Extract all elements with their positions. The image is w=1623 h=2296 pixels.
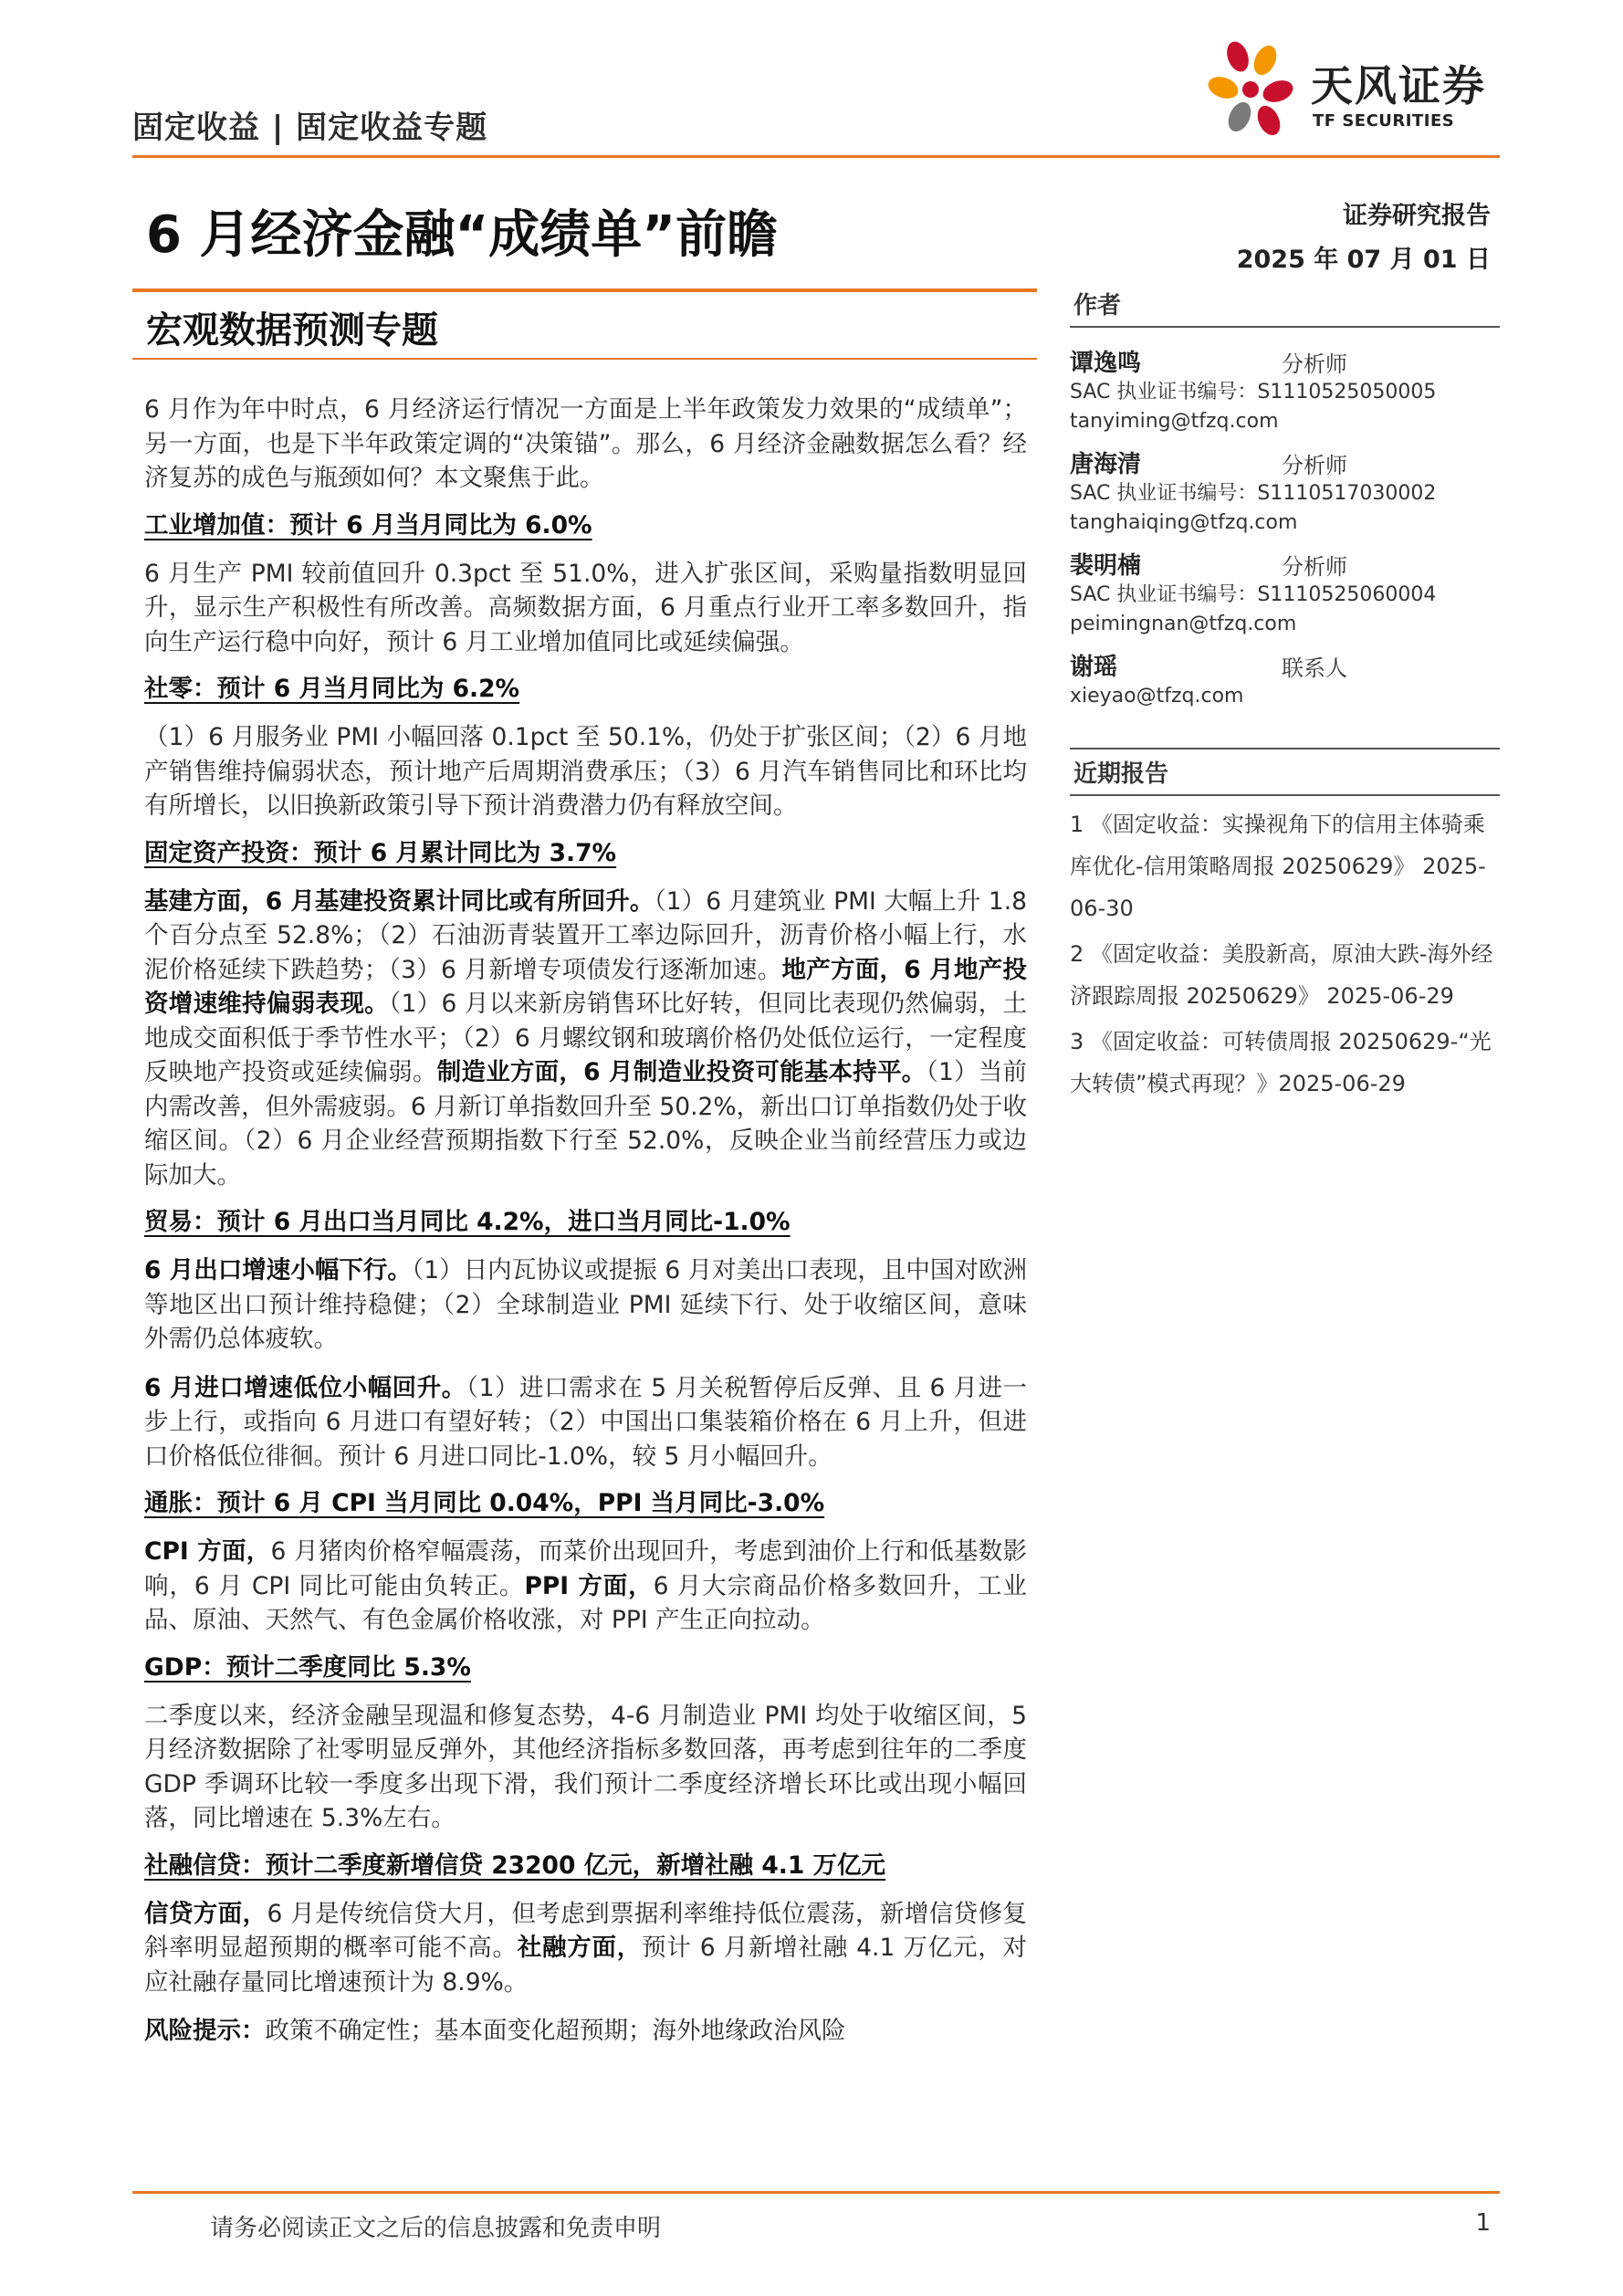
section-heading-gdp: GDP：预计二季度同比 5.3% [144,1652,471,1682]
section-tag: 固定收益 | 固定收益专题 [132,110,488,146]
page-number: 1 [1475,2209,1491,2237]
report-date: 2025 年 07 月 01 日 [1236,246,1491,274]
author-name: 谭逸鸣 [1070,350,1142,377]
footer-divider [132,2191,1500,2194]
sidebar [1070,281,1500,1105]
report-title: 6 月经济金融“成绩单”前瞻 [146,205,779,265]
trade-import-lead: 6 月进口增速低位小幅回升。 [144,1373,466,1402]
author-card [1070,648,1500,711]
section-heading-retail: 社零：预计 6 月当月同比为 6.2% [144,675,520,703]
logo-mark-icon [1203,37,1304,146]
section-heading-industry: 工业增加值：预计 6 月当月同比为 6.0% [144,510,592,540]
retail-paragraph: （1）6 月服务业 PMI 小幅回落 0.1pct 至 50.1%，仍处于扩张区间；（2）6 月地产销售维持偏弱状态，预计地产后周期消费承压；（3）6 月汽车销售同比和环比均有所增长，以旧换新政策引导下预计消费潜力仍有释放空间。 [144,723,1027,820]
fai-manufacturing-text: （1）当前内需改善，但外需疲弱。6 月新订单指数回升至 50.2%，新出口订单指数仍处于收缩区间。（2）6 月企业经营预期指数下行至 52.0%，反映企业当前经营压力或边际加大。 [144,1058,1027,1190]
section-heading-credit: 社融信贷：预计二季度新增信贷 23200 亿元，新增社融 4.1 万亿元 [144,1850,886,1880]
recent-report-item[interactable]: 3 《固定收益：可转债周报 20250629-“光大转债”模式再现？》2025-06-29 [1070,1029,1492,1096]
report-body [144,393,1027,2049]
author-role: 联系人 [1282,655,1347,681]
author-name: 裴明楠 [1070,552,1142,580]
header-divider [132,155,1500,158]
title-divider [132,288,1037,292]
author-name: 谢瑶 [1070,654,1118,681]
ppi-text: 6 月大宗商品价格多数回升，工业品、原油、天然气、有色金属价格收涨，对 PPI 产生正向拉动。 [144,1571,1027,1634]
credit-lead: 信贷方面， [144,1899,267,1928]
fai-infra-text: （1）6 月建筑业 PMI 大幅上升 1.8 个百分点至 52.8%；（2）石油沥青装置开工率边际回升，沥青价格小幅上行，水泥价格延续下跌趋势；（3）6 月新增专项债发行逐渐加速。 [144,886,1028,984]
author-cert: SAC 执业证书编号：S1110525050005 [1070,381,1437,404]
section-heading-trade: 贸易：预计 6 月出口当月同比 4.2%，进口当月同比-1.0% [144,1208,791,1236]
report-type: 证券研究报告 [1343,202,1491,230]
author-card [1070,547,1500,639]
risk-label: 风险提示： [144,2017,266,2045]
section-heading-inflation: 通胀：预计 6 月 CPI 当月同比 0.04%，PPI 当月同比-3.0% [144,1489,825,1517]
tsf-text: 预计 6 月新增社融 4.1 万亿元，对应社融存量同比增速预计为 8.9%。 [144,1934,1028,1997]
author-cert: SAC 执业证书编号：S1110525060004 [1070,583,1437,606]
ppi-lead: PPI 方面， [524,1571,654,1600]
fai-manufacturing-lead: 制造业方面，6 月制造业投资可能基本持平。 [436,1058,927,1086]
authors-divider [1070,326,1500,328]
author-name: 唐海清 [1070,451,1142,478]
author-role: 分析师 [1282,351,1347,377]
author-role: 分析师 [1282,554,1347,580]
fai-infra-lead: 基建方面，6 月基建投资累计同比或有所回升。 [144,886,654,916]
report-subtitle: 宏观数据预测专题 [146,309,438,351]
credit-paragraph [144,1897,1027,2000]
author-card [1070,446,1500,538]
trade-export-lead: 6 月出口增速小幅下行。 [144,1256,412,1284]
tsf-lead: 社融方面， [517,1934,643,1962]
logo-text-cn: 天风证券 [1311,61,1486,110]
author-card [1070,344,1500,436]
recent-reports-divider [1070,794,1500,796]
trade-export-paragraph [144,1253,1027,1357]
section-heading-fai: 固定资产投资：预计 6 月累计同比为 3.7% [144,838,617,867]
logo-text-en: TF SECURITIES [1313,111,1455,131]
industry-paragraph: 6 月生产 PMI 较前值回升 0.3pct 至 51.0%，进入扩张区间，采购量指数明显回升，显示生产积极性有所改善。高频数据方面，6 月重点行业开工率多数回升，指向生产运行稳中向好，预计 6 月工业增加值同比或延续偏强。 [144,559,1027,656]
risk-paragraph [144,2014,1027,2049]
cpi-lead: CPI 方面， [144,1537,271,1566]
risk-text: 政策不确定性；基本面变化超预期；海外地缘政治风险 [265,2017,846,2045]
fai-paragraph [144,885,1027,1193]
author-email[interactable]: tanghaiqing@tfzq.com [1070,511,1298,534]
trade-import-paragraph [144,1371,1027,1474]
inflation-paragraph [144,1535,1027,1638]
tf-securities-logo [1203,37,1504,146]
fai-property-lead: 地产方面，6 月地产投资增速维持偏弱表现。 [144,955,1027,1018]
disclaimer-note: 请务必阅读正文之后的信息披露和免责申明 [210,2215,662,2242]
cpi-text: 6 月猪肉价格窄幅震荡，而菜价出现回升，考虑到油价上行和低基数影响，6 月 CPI 同比可能由负转正。 [144,1537,1027,1600]
recent-report-item[interactable]: 1 《固定收益：实操视角下的信用主体骑乘库优化-信用策略周报 20250629》 2025-06-30 [1070,812,1486,921]
gdp-paragraph: 二季度以来，经济金融呈现温和修复态势，4-6 月制造业 PMI 均处于收缩区间，5 月经济数据除了社零明显反弹外，其他经济指标多数回落，再考虑到往年的二季度 GDP 季调环比较一季度多出现下滑，我们预计二季度经济增长环比或出现小幅回落，同比增速在 5.3%左右。 [144,1701,1027,1832]
recent-reports-heading: 近期报告 [1073,760,1169,788]
trade-export-text: （1）日内瓦协议或提振 6 月对美出口表现，且中国对欧洲等地区出口预计维持稳健；（2）全球制造业 PMI 延续下行、处于收缩区间，意味外需仍总体疲软。 [144,1256,1027,1353]
subtitle-divider [132,358,1037,360]
fai-property-text: （1）6 月以来新房销售环比好转，但同比表现仍然偏弱，土地成交面积低于季节性水平；（2）6 月螺纹钢和玻璃价格仍处低位运行，一定程度反映地产投资或延续偏弱。 [144,990,1027,1086]
authors-heading: 作者 [1073,292,1122,320]
credit-text: 6 月是传统信贷大月，但考虑到票据利率维持低位震荡，新增信贷修复斜率明显超预期的概率可能不高。 [144,1899,1027,1962]
author-role: 分析师 [1282,453,1347,478]
trade-import-text: （1）进口需求在 5 月关税暂停后反弹、且 6 月进一步上行，或指向 6 月进口有望好转；（2）中国出口集装箱价格在 6 月上升，但进口价格低位徘徊。预计 6 月进口同比-1.0%，较 5 月小幅回升。 [144,1373,1027,1471]
author-email[interactable]: peimingnan@tfzq.com [1070,613,1297,635]
author-email[interactable]: xieyao@tfzq.com [1070,685,1244,708]
intro-paragraph: 6 月作为年中时点，6 月经济运行情况一方面是上半年政策发力效果的“成绩单”；另一方面，也是下半年政策定调的“决策锚”。那么，6 月经济金融数据怎么看？经济复苏的成色与瓶颈如何？本文聚焦于此。 [144,395,1027,492]
recent-report-item[interactable]: 2 《固定收益：美股新高，原油大跌-海外经济跟踪周报 20250629》 2025-06-29 [1070,941,1493,1009]
author-email[interactable]: tanyiming@tfzq.com [1070,410,1279,433]
author-cert: SAC 执业证书编号：S1110517030002 [1070,482,1437,505]
